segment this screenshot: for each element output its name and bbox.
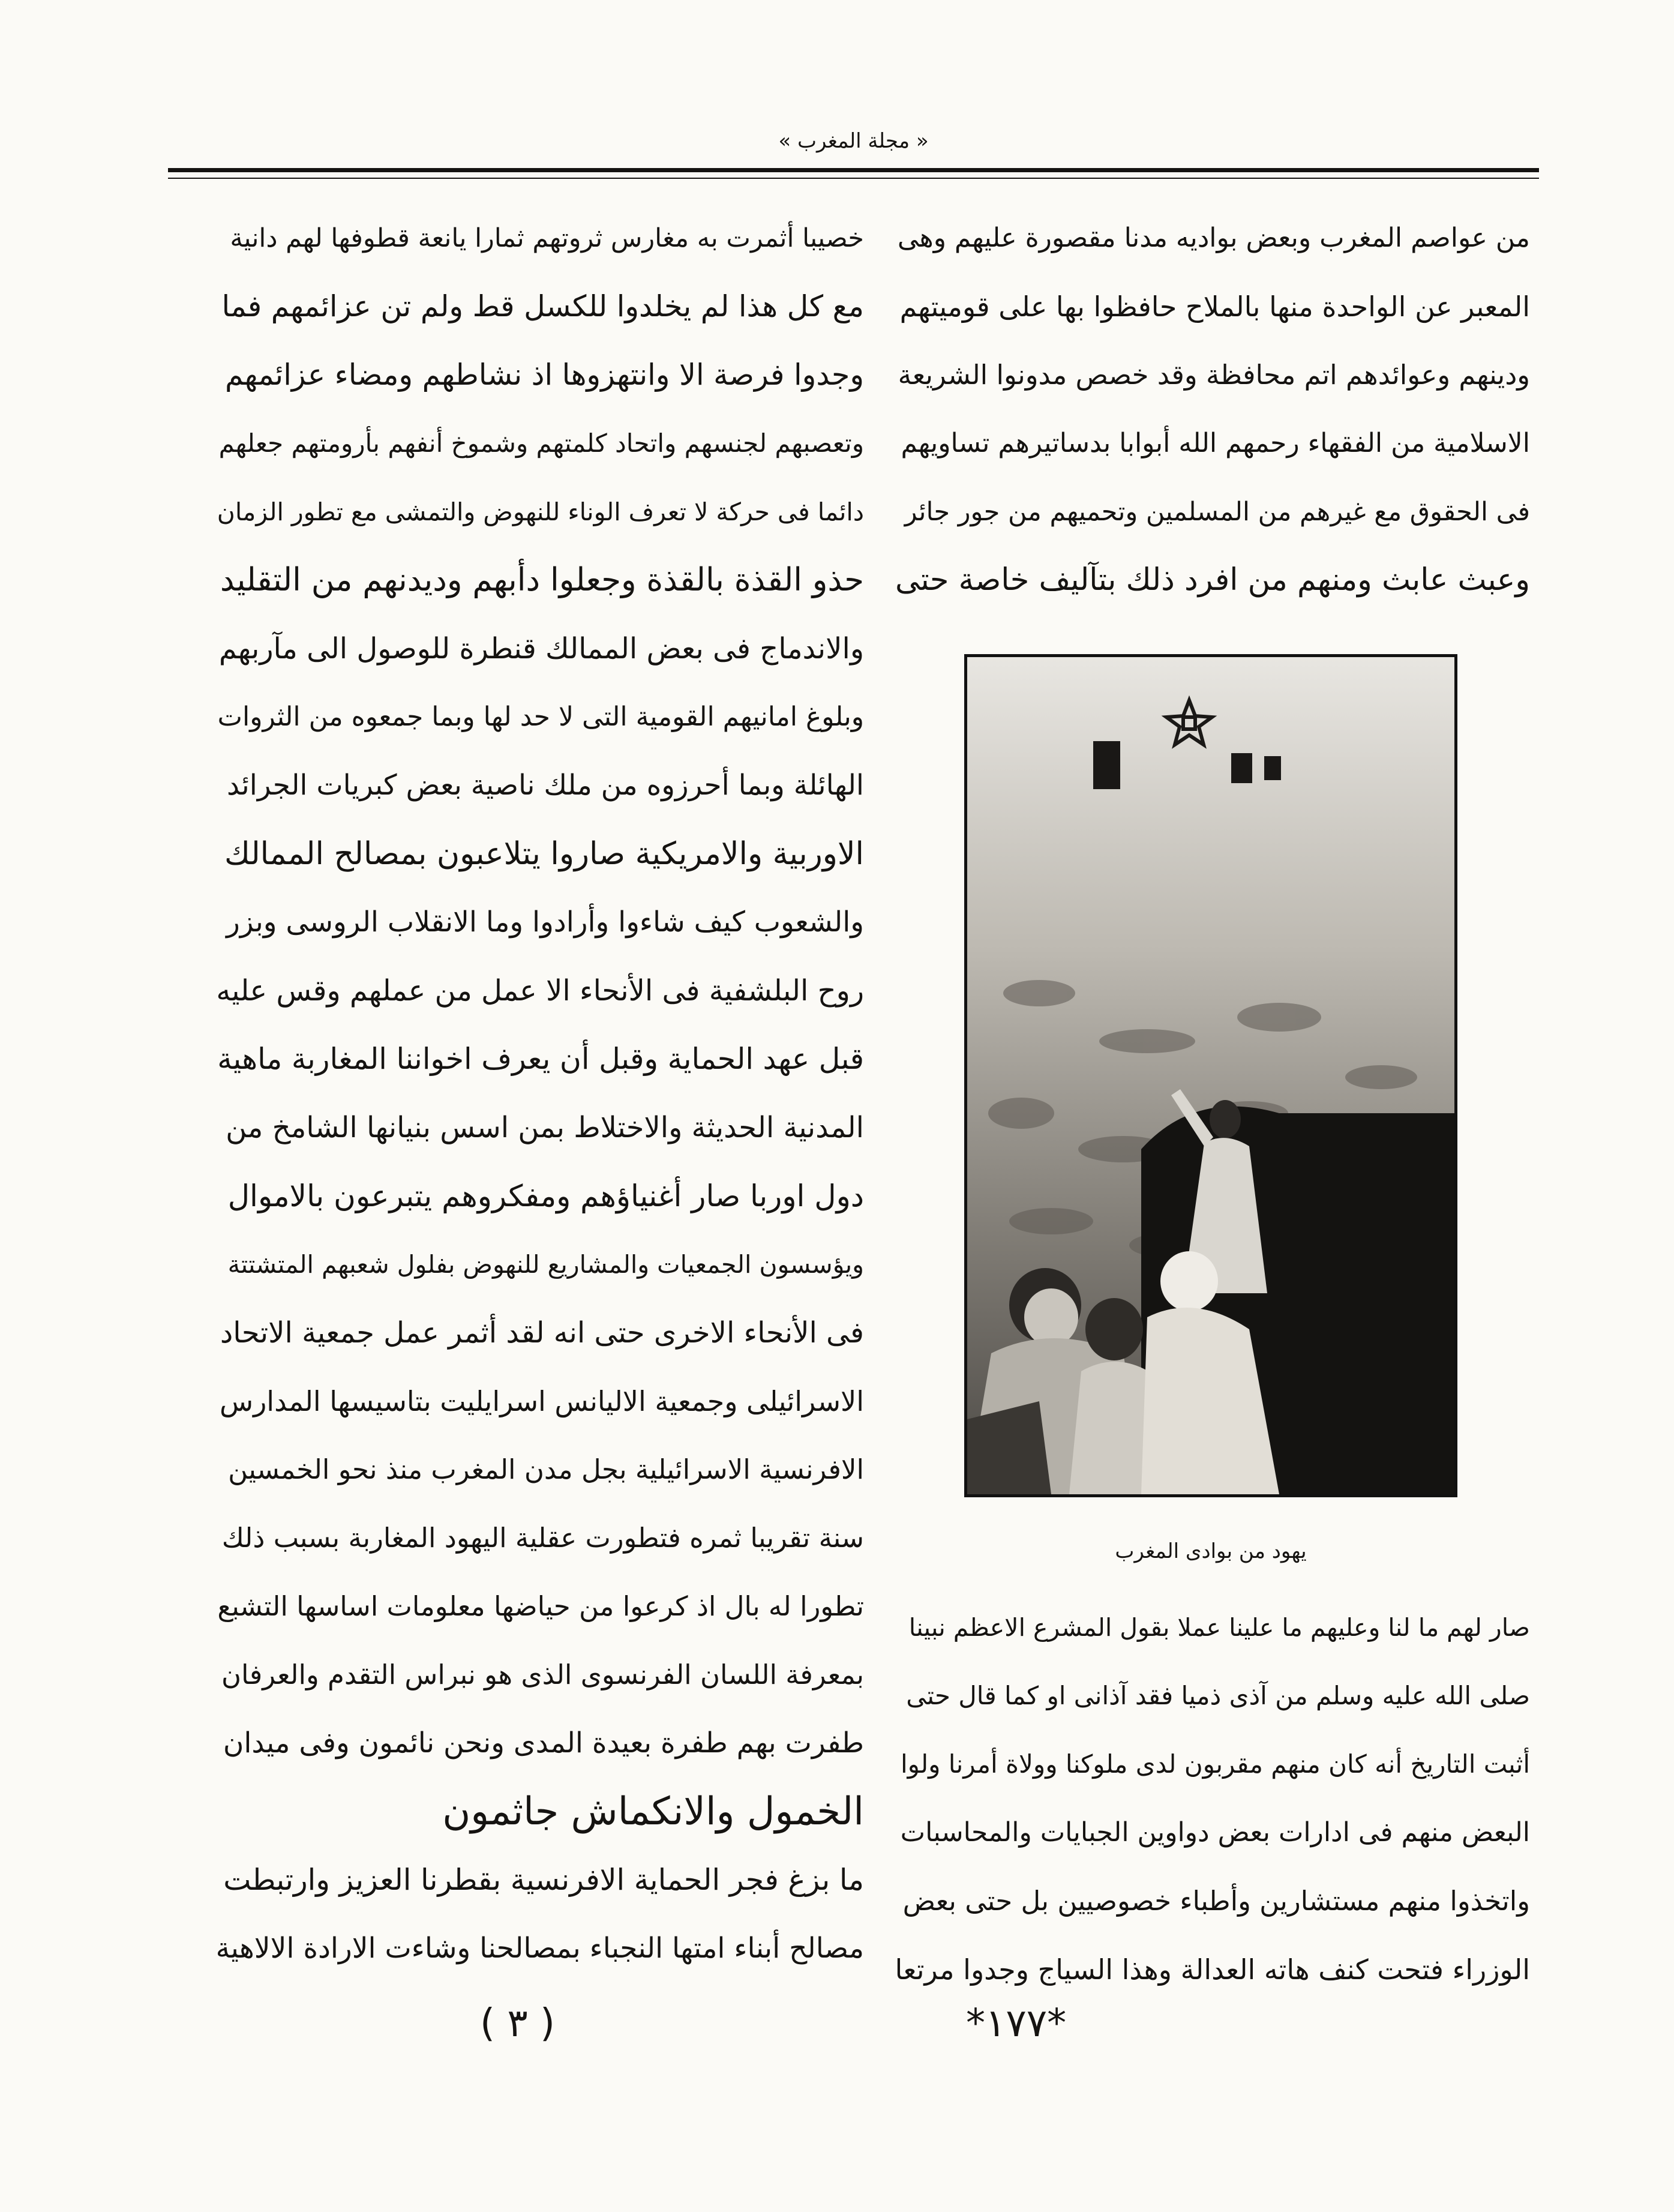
- right-column-bottom: [894, 1593, 1530, 2004]
- text-line: صلى الله عليه وسلم من آذى ذميا فقد آذانى او كما قال حتى: [906, 1681, 1530, 1710]
- text-line: سنة تقريبا ثمره فتطورت عقلية اليهود المغاربة بسبب ذلك: [221, 1522, 864, 1554]
- text-line: بمعرفة اللسان الفرنسوى الذى هو نبراس التقدم والعرفان: [221, 1659, 864, 1691]
- text-line: خصيبا أثمرت به مغارس ثروتهم ثمارا يانعة قطوفها لهم دانية: [230, 223, 864, 253]
- text-line: فى الحقوق مع غيرهم من المسلمين وتحميهم من جور جائر: [904, 497, 1530, 527]
- header-rule-thin: [168, 178, 1539, 179]
- photo-jews-of-morocco-countryside: [964, 654, 1457, 1497]
- left-column: [216, 204, 864, 1983]
- text-line: المعبر عن الواحدة منها بالملاح حافظوا بها على قوميتهم: [899, 290, 1530, 323]
- text-line: مصالح أبناء امتها النجباء بمصالحنا وشاءت الارادة الالاهية: [215, 1932, 864, 1965]
- photo-caption: يهود من بوادى المغرب: [1115, 1539, 1307, 1563]
- text-line: الخمول والانكماش جاثمون: [442, 1790, 864, 1834]
- text-line: وعبث عابث ومنهم من افرد ذلك بتآليف خاصة حتى: [895, 562, 1530, 598]
- text-line: طفرت بهم طفرة بعيدة المدى ونحن نائمون وفى ميدان: [223, 1727, 864, 1760]
- text-line: من عواصم المغرب وبعض بواديه مدنا مقصورة عليهم وهى: [897, 223, 1530, 253]
- text-line: صار لهم ما لنا وعليهم ما علينا عملا بقول المشرع الاعظم نبينا: [908, 1613, 1530, 1642]
- text-line: والاندماج فى بعض الممالك قنطرة للوصول الى مآربهم: [218, 632, 864, 666]
- text-line: قبل عهد الحماية وقبل أن يعرف اخواننا المغاربة ماهية: [217, 1042, 864, 1076]
- text-line: الاوربية والامريكية صاروا يتلاعبون بمصالح الممالك: [224, 836, 864, 872]
- text-line: روح البلشفية فى الأنحاء الا عمل من عملهم وقس عليه: [216, 974, 864, 1008]
- photo-illustration: [967, 657, 1454, 1494]
- text-line: الاسلامية من الفقهاء رحمهم الله أبوابا بدساتيرهم تساويهم: [901, 428, 1530, 458]
- text-line: ودينهم وعوائدهم اتم محافظة وقد خصص مدونوا الشريعة: [898, 359, 1530, 391]
- header-rule-thick: [168, 168, 1539, 172]
- text-line: حذو القذة بالقذة وجعلوا دأبهم وديدنهم من التقليد: [220, 562, 864, 598]
- text-line: أثبت التاريخ أنه كان منهم مقربون لدى ملوكنا وولاة أمرنا ولوا: [900, 1749, 1530, 1779]
- text-line: مع كل هذا لم يخلدوا للكسل قط ولم تن عزائمهم فما: [221, 289, 864, 323]
- text-line: الافرنسية الاسرائيلية بجل مدن المغرب منذ نحو الخمسين: [228, 1453, 864, 1485]
- page-number: *١٧٧*: [966, 2001, 1067, 2046]
- fascicle-number: ( ٣ ): [480, 2001, 555, 2046]
- text-line: ويؤسسون الجمعيات والمشاريع للنهوض بفلول شعبهم المتشتتة: [227, 1250, 864, 1279]
- running-title: « مجلة المغرب »: [778, 129, 929, 153]
- text-line: الهائلة وبما أحرزوه من ملك ناصية بعض كبريات الجرائد: [227, 769, 864, 802]
- text-line: دائما فى حركة لا تعرف الوناء للنهوض والتمشى مع تطور الزمان: [217, 497, 864, 526]
- page-footer: [168, 2001, 1539, 2049]
- text-line: الاسرائيلى وجمعية الاليانس اسرايليت بتاسيسها المدارس: [219, 1385, 864, 1417]
- text-line: واتخذوا منهم مستشارين وأطباء خصوصيين بل حتى بعض: [902, 1885, 1530, 1917]
- text-line: وجدوا فرصة الا وانتهزوها اذ نشاطهم ومضاء عزائمهم: [225, 358, 864, 392]
- text-line: دول اوربا صار أغنياؤهم ومفكروهم يتبرعون بالاموال: [227, 1179, 864, 1213]
- text-line: ما بزغ فجر الحماية الافرنسية بقطرنا العزيز وارتبطت: [223, 1863, 864, 1897]
- text-line: المدنية الحديثة والاختلاط بمن اسس بنيانها الشامخ من: [226, 1111, 864, 1144]
- text-line: فى الأنحاء الاخرى حتى انه لقد أثمر عمل جمعية الاتحاد: [220, 1316, 864, 1350]
- text-line: والشعوب كيف شاءوا وأرادوا وما الانقلاب الروسى وبزر: [226, 906, 864, 939]
- text-line: وبلوغ امانيهم القومية التى لا حد لها وبما جمعوه من الثروات: [217, 702, 864, 732]
- text-line: الوزراء فتحت كنف هاته العدالة وهذا السياج وجدوا مرتعا: [895, 1953, 1530, 1986]
- text-line: تطورا له بال اذ كرعوا من حياضها معلومات اساسها التشبع: [217, 1590, 864, 1622]
- right-column-top: [894, 204, 1530, 615]
- text-line: البعض منهم فى ادارات بعض دواوين الجبايات والمحاسبات: [900, 1817, 1530, 1848]
- text-line: وتعصبهم لجنسهم واتحاد كلمتهم وشموخ أنفهم بأرومتهم جعلهم: [218, 428, 864, 458]
- running-header: [168, 120, 1539, 162]
